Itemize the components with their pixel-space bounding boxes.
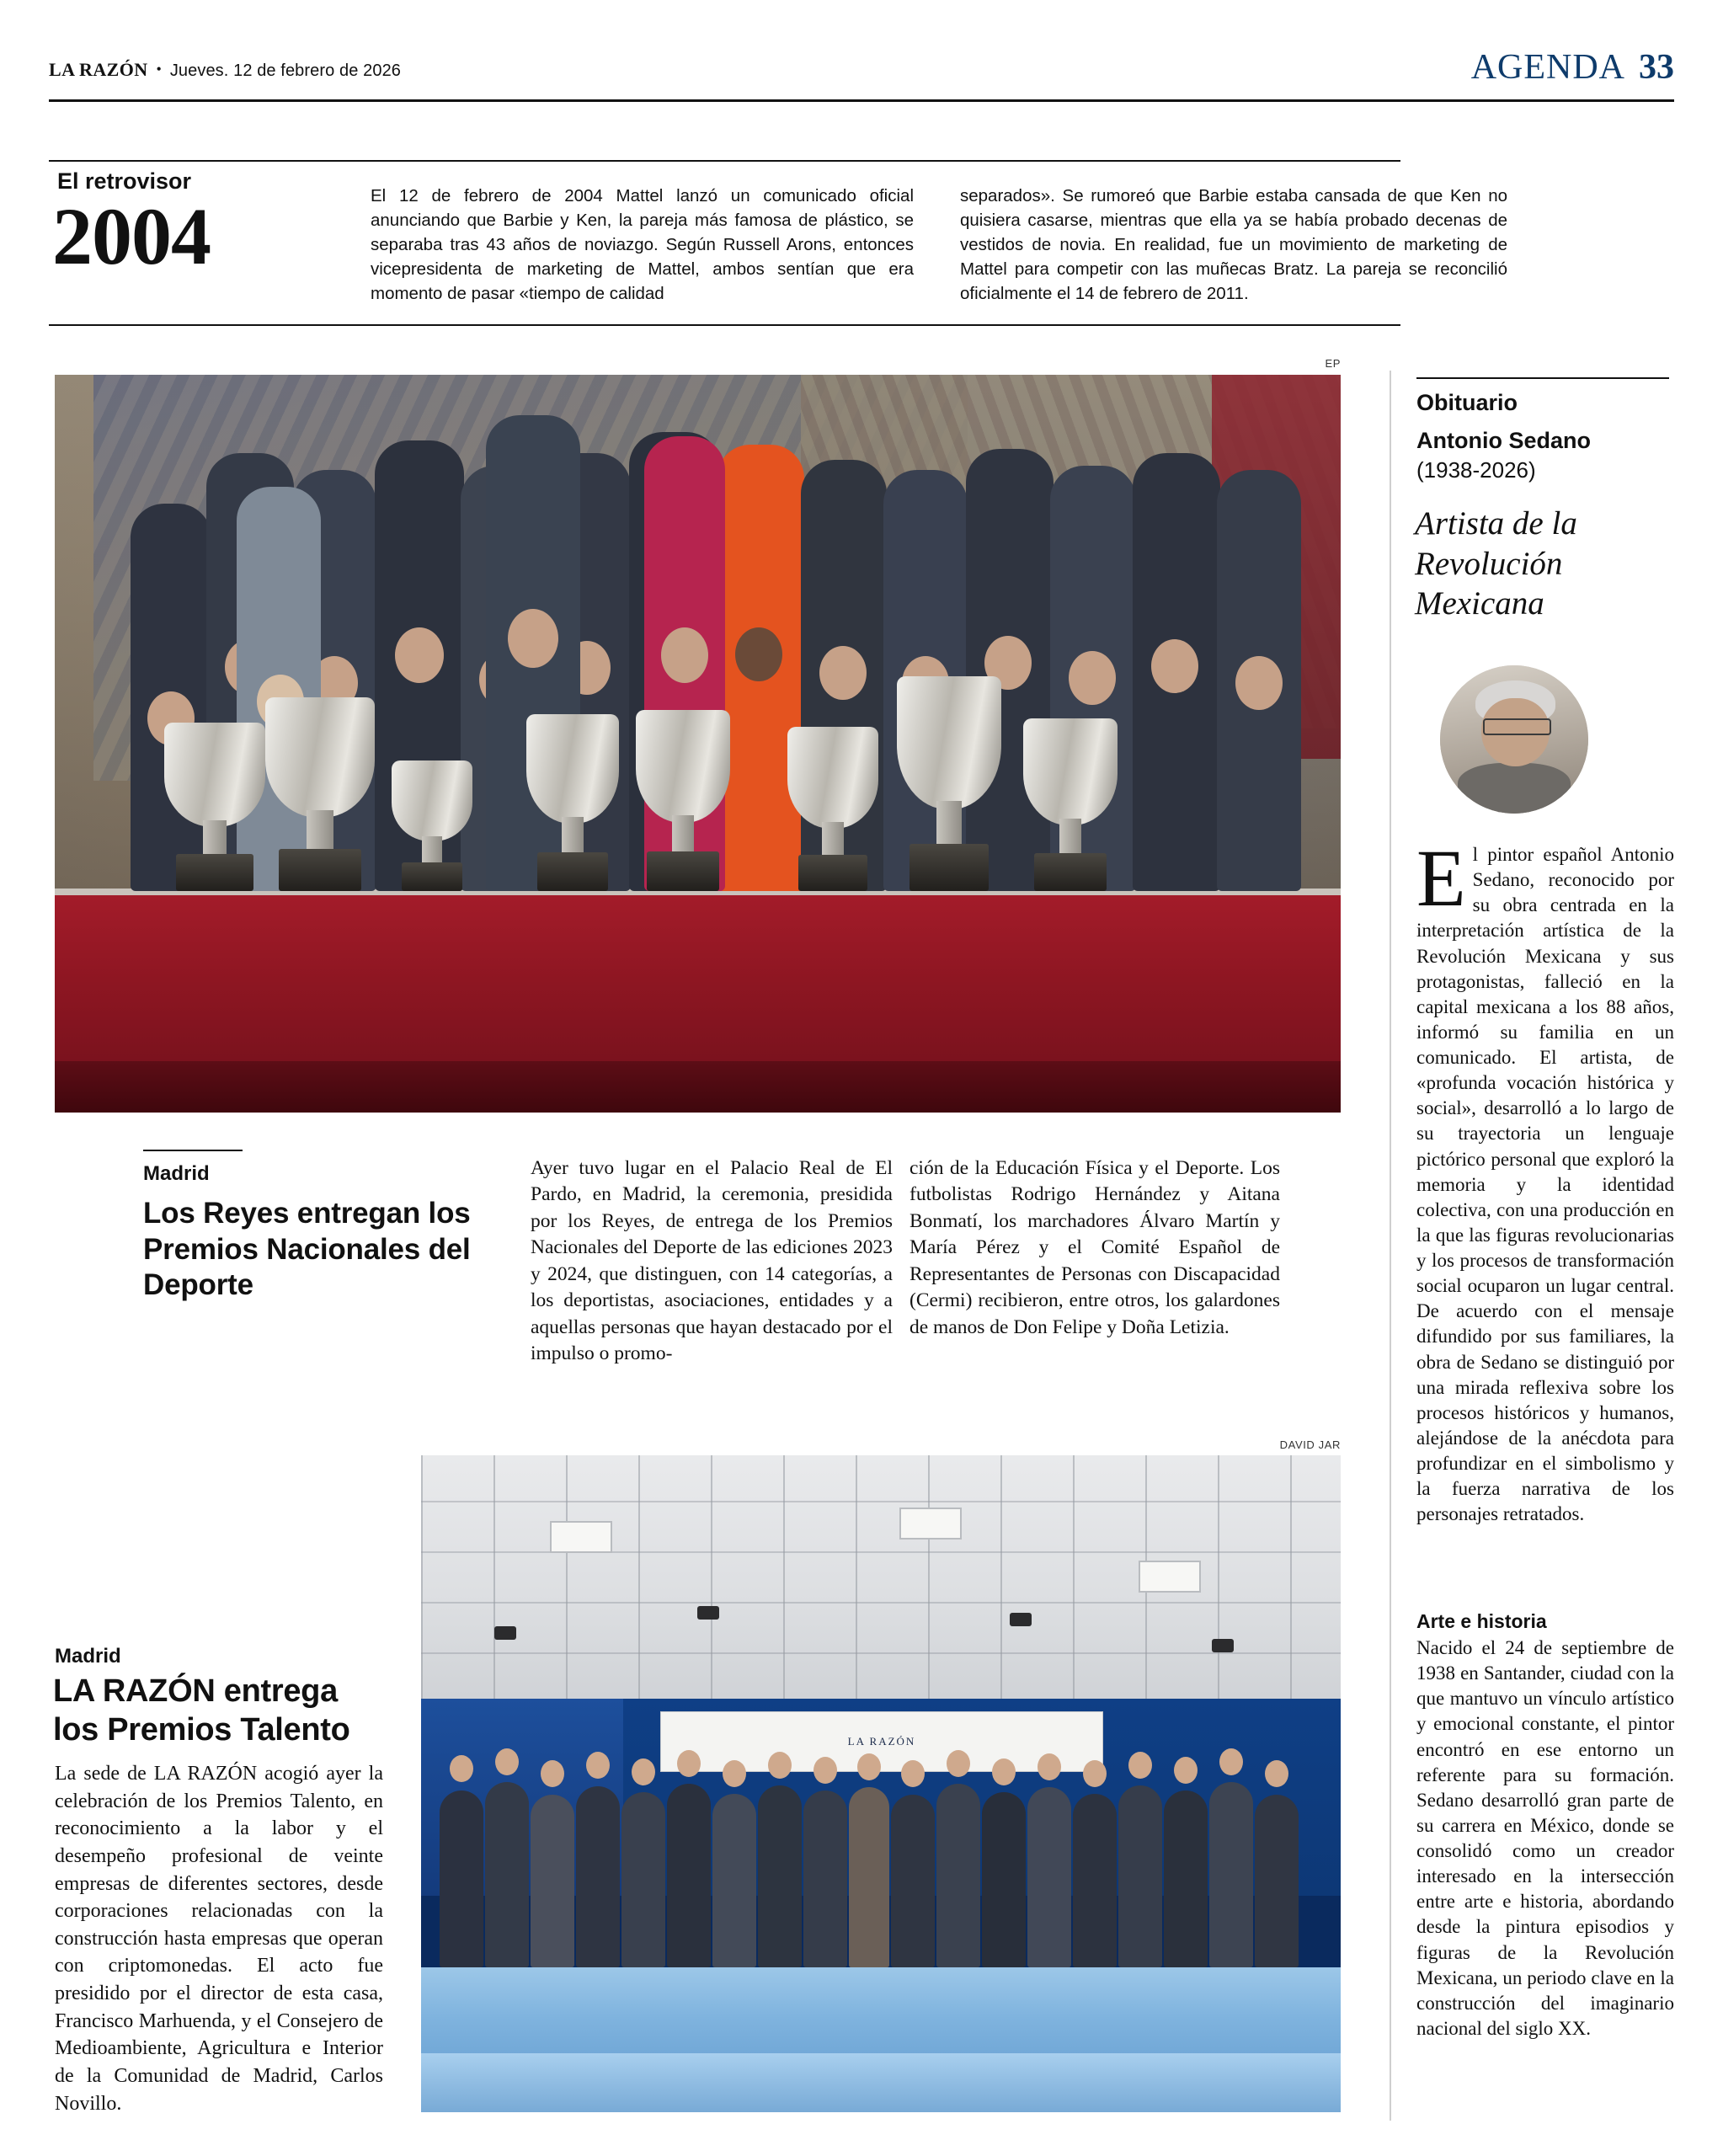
photo-credit-2: DAVID JAR	[1279, 1438, 1341, 1451]
obituary-name: Antonio Sedano	[1416, 428, 1591, 453]
photo1-trophy	[526, 714, 619, 891]
photo-premios-nacionales-deporte	[55, 375, 1341, 1113]
photo2-ceiling-light	[550, 1521, 612, 1553]
photo2-person	[849, 1787, 889, 1967]
photo2-head	[1265, 1760, 1288, 1787]
photo1-head	[819, 646, 867, 700]
section-title: AGENDA	[1470, 48, 1625, 87]
photo1-trophy	[636, 710, 730, 891]
obituary-title: Artista de la Revolución Mexicana	[1415, 505, 1577, 622]
photo2-person	[621, 1792, 665, 1967]
photo1-head	[508, 609, 558, 668]
photo2-head	[495, 1748, 519, 1775]
caption1-body-column-1: Ayer tuvo lugar en el Palacio Real de El Pardo, en Madrid, la ceremonia, presidida por los Reyes, de entrega de los Premios Nacionales del Deporte de las ediciones 2023 y 2024, que distinguen, con 14 categorías, a los deportistas, asociaciones, entidades y a aquellas personas que hayan destacado por el impulso o promo-	[531, 1157, 893, 1365]
masthead-brand: LA RAZÓN	[49, 59, 148, 80]
photo2-person	[1209, 1782, 1253, 1967]
photo2-spotlight	[697, 1606, 719, 1620]
column-divider	[1390, 371, 1391, 2121]
photo2-head	[768, 1752, 792, 1779]
obituary-portrait	[1440, 665, 1588, 814]
retrovisor-top-rule	[49, 160, 1400, 162]
photo2-head	[857, 1753, 881, 1780]
photo1-floor	[55, 1061, 1341, 1113]
photo2-stage-front	[421, 2053, 1341, 2112]
photo2-head	[586, 1752, 610, 1779]
photo2-person	[1118, 1785, 1162, 1967]
retrovisor-column-2: separados». Se rumoreó que Barbie estaba cansada de que Ken no quisiera casarse, mientras que ella ya se había probado decenas de vestidos de novia. En realidad, fue un movimiento de marketing de Mattel para competir con las muñecas Bratz. La pareja se reconcilió oficialmente el 14 de febrero de 2011.	[960, 186, 1507, 304]
page-number: 33	[1639, 48, 1674, 87]
photo1-trophy	[1023, 718, 1118, 891]
photo2-head	[541, 1760, 564, 1787]
obituary-label: Obituario	[1416, 390, 1518, 415]
photo2-person	[936, 1784, 980, 1967]
caption2-city: Madrid	[55, 1645, 121, 1668]
photo2-head	[450, 1755, 473, 1782]
obituary-body-2: Nacido el 24 de septiembre de 1938 en Santander, ciudad con la que mantuvo un vínculo artístico y emocional constante, el pintor encontró en ese entorno un referente para su formación. Sedano desarrolló gran parte de su carrera en México, donde se consolidó como un creador interesado en la intersección entre arte e historia, abordando desde la pintura episodios y figuras de la Revolución Mexicana, un periodo clave en la construcción del imaginario nacional del siglo XX.	[1416, 1637, 1674, 2039]
photo1-head	[661, 627, 708, 683]
photo2-spotlight	[1212, 1639, 1234, 1652]
photo2-person	[982, 1792, 1026, 1967]
masthead-date: Jueves. 12 de febrero de 2026	[169, 61, 402, 80]
photo2-head	[1174, 1757, 1198, 1784]
obituary-body-text: l pintor español Antonio Sedano, reconocido por su obra centrada en la interpretación artística de la Revolución Mexicana y sus protagonistas, falleció en la capital mexicana a los 88 años, informó su familia en un comunicado. El artista, de «profunda vocación histórica y social», desarrolló a lo largo de su trayectoria un lenguaje pictórico personal que exploró la memoria y la identidad colectiva, con una producción en la que las figuras revolucionarias y los procesos de transformación social ocuparon un lugar central. De acuerdo con el mensaje difundido por sus familiares, la obra de Sedano se distinguió por una mirada reflexiva sobre los procesos históricos y humanos, alejándose de la anécdota para profundizar en el simbolismo y la fuerza narrativa de los personajes retratados.	[1416, 844, 1674, 1525]
photo1-trophy	[164, 723, 265, 891]
photo2-head	[813, 1757, 837, 1784]
photo1-head	[1151, 639, 1198, 693]
caption1-body-column-2: ción de la Educación Física y el Deporte. Los futbolistas Rodrigo Hernández y Aitana Bonmatí, los marchadores Álvaro Martín y María Pérez y el Comité Español de Representantes de Personas con Discapacidad (Cermi) recibieron, entre otros, los galardones de manos de Don Felipe y Doña Letizia.	[910, 1157, 1280, 1338]
photo2-person	[1255, 1795, 1299, 1967]
obituary-subhead: Arte e historia	[1416, 1610, 1547, 1632]
photo1-head	[735, 627, 782, 681]
photo1-head	[1235, 656, 1283, 710]
caption1-city: Madrid	[143, 1162, 210, 1185]
photo1-trophy	[897, 676, 1001, 891]
photo2-person	[758, 1785, 802, 1967]
photo1-head	[395, 627, 444, 683]
photo2-person	[1164, 1790, 1208, 1967]
caption1-headline: Los Reyes entregan los Premios Nacionales del Deporte	[143, 1197, 471, 1302]
masthead-right	[1471, 47, 1674, 88]
photo2-ceiling-grid	[421, 1455, 1341, 1705]
photo2-head	[947, 1750, 970, 1777]
retrovisor-column-1: El 12 de febrero de 2004 Mattel lanzó un comunicado oficial anunciando que Barbie y Ken, la pareja más famosa de plástico, se separaba tras 43 años de noviazgo. Según Russell Arons, entonces vicepresidenta de marketing de Mattel, ambos sentían que era momento de pasar «tiempo de calidad	[371, 186, 914, 304]
photo2-person	[667, 1784, 711, 1967]
photo2-person	[891, 1795, 935, 1967]
photo1-trophy	[787, 727, 878, 891]
photo2-head	[992, 1758, 1016, 1785]
caption2-body: La sede de LA RAZÓN acogió ayer la celebración de los Premios Talento, en reconocimiento a la labor y el desempeño profesional de veinte empresas de diferentes sectores, desde corporaciones relacionadas con la construcción hasta empresas que operan con criptomonedas. El acto fue presidido por el director de esta casa, Francisco Marhuenda, y el Consejero de Medioambiente, Agricultura e Interior de la Comunidad de Madrid, Carlos Novillo.	[55, 1763, 383, 2115]
masthead-rule	[49, 99, 1674, 102]
photo2-person	[576, 1786, 620, 1967]
obituary-dropcap: E	[1416, 833, 1466, 923]
photo2-head	[723, 1760, 746, 1787]
photo2-spotlight	[494, 1626, 516, 1640]
caption1-rule	[143, 1150, 243, 1151]
caption2-headline: LA RAZÓN entrega los Premios Talento	[53, 1673, 350, 1748]
photo2-head	[1219, 1748, 1243, 1775]
photo2-person	[1073, 1794, 1117, 1967]
photo2-person	[531, 1795, 574, 1967]
photo2-spotlight	[1010, 1613, 1032, 1626]
retrovisor-bottom-rule	[49, 324, 1400, 326]
masthead-left	[49, 59, 401, 81]
photo2-head	[677, 1750, 701, 1777]
photo2-person	[485, 1782, 529, 1967]
photo2-head	[1083, 1760, 1107, 1787]
obituary-dates: (1938-2026)	[1416, 457, 1536, 483]
retrovisor-label: El retrovisor	[57, 168, 192, 194]
retrovisor-year: 2004	[52, 191, 211, 281]
obituary-rule	[1416, 377, 1669, 379]
photo2-person	[440, 1790, 483, 1967]
photo2-ceiling-light	[1139, 1561, 1201, 1593]
photo2-person	[1027, 1787, 1071, 1967]
photo2-head	[1128, 1752, 1152, 1779]
masthead-separator: •	[156, 61, 162, 77]
obituary-body	[1416, 833, 1674, 1527]
masthead	[49, 48, 1674, 98]
photo2-head	[1038, 1753, 1061, 1780]
photo1-trophy	[265, 697, 375, 891]
photo2-head	[632, 1758, 655, 1785]
photo2-person	[803, 1790, 847, 1967]
photo-premios-talento	[421, 1455, 1341, 2112]
photo-credit-1: EP	[1325, 357, 1341, 370]
photo2-person	[712, 1794, 756, 1967]
photo2-head	[901, 1760, 925, 1787]
photo1-trophy	[392, 760, 472, 891]
photo1-head	[1069, 651, 1116, 705]
photo2-ceiling-light	[899, 1508, 962, 1540]
photo2-screen-text: LA RAZÓN	[847, 1735, 916, 1748]
